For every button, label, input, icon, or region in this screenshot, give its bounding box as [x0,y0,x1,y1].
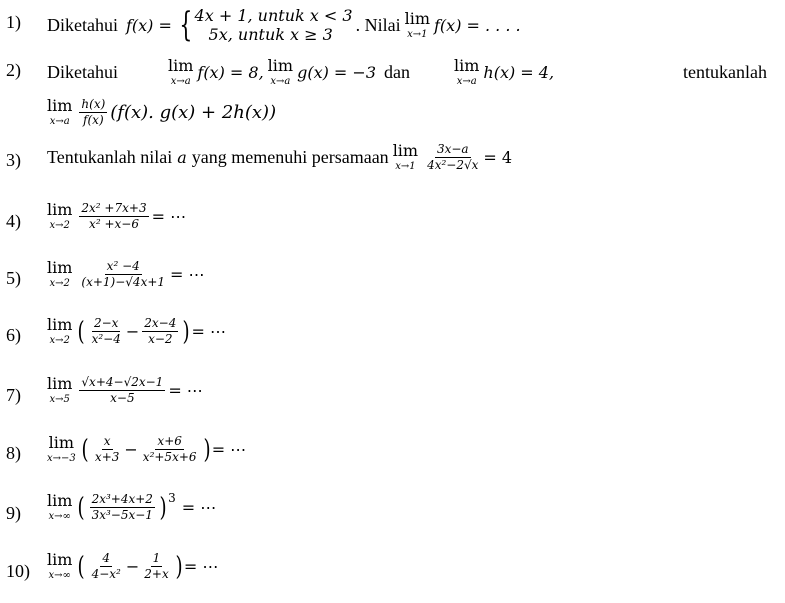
problem-5-tail: = ⋯ [170,265,205,285]
minus-sign: − [125,557,140,577]
problem-7 [47,376,203,405]
problem-8-number: 8) [6,443,21,463]
problem-3-number: 3) [6,150,21,170]
limit-operator: lim x→a [454,56,480,87]
problem-1-intro: Diketahui [47,14,118,35]
right-paren: ) [182,316,190,347]
limit-operator: lim x→∞ [47,491,73,523]
problem-9-number: 9) [6,503,21,523]
limit-operator: lim x→a [167,56,194,87]
problem-6-number: 6) [6,325,21,345]
fraction-1: $\frac{x}{x+3}$ [94,434,120,465]
problem-2-expression [47,98,276,127]
limit-g: g(x) = −3 [297,63,376,82]
problem-6 [47,317,226,346]
problem-2-intro: Diketahui [47,62,118,82]
fraction: $\frac{\text{2x² +7x+3}}{\text{x² +x−6}}$ [81,201,147,232]
problem-7-tail: = ⋯ [168,381,203,401]
left-paren: ( [77,492,86,523]
problem-1-tail: f(x) = . . . . [434,15,521,35]
problem-9-tail: = ⋯ [181,498,217,518]
problem-9 [47,493,216,522]
and-word: dan [384,62,410,82]
variable-a: a [177,148,187,168]
fraction: $\frac{3x-a}{\text{4x²−2√x}}$ [427,142,479,173]
problem-2-number: 2) [6,60,21,80]
problem-8-tail: = ⋯ [211,440,247,460]
problem-3-text: Tentukanlah nilai [47,147,173,168]
brace-icon: { [179,5,193,46]
problem-10-number: 10) [6,561,30,581]
fraction-1: $\frac{4}{\text{4−x²}}$ [91,551,121,582]
limit-operator: lim x→−3 [47,433,76,465]
problem-1-function: f(x) = [125,15,172,35]
problem-8 [47,435,246,464]
fraction-2: $\frac{2x-4}{x-2}$ [144,316,177,347]
limit-operator: lim x→5 [47,374,73,406]
left-paren: ( [77,316,86,347]
limit-operator: lim x→1 [404,8,430,40]
limit-operator: lim x→a [47,96,73,128]
left-paren: ( [81,434,89,465]
problem-2 [47,58,767,87]
problem-4-tail: = ⋯ [151,207,187,227]
piecewise-definition [175,6,353,44]
case-1: 4x + 1, untuk x < 3 [194,6,353,25]
fraction: $\frac{\text{x² −4}}{(x+1)-√4x+1}$ [81,259,166,290]
limit-f: f(x) = 8, [197,63,264,82]
fraction: $\frac{√x+4-√2x-1}{x-5}$ [81,375,164,406]
problem-5 [47,260,205,289]
problem-3-text2: yang memenuhi persamaan [191,147,389,168]
problem-3-tail: = 4 [483,148,513,168]
fraction-1: $\frac{2-x}{\text{x²−4}}$ [91,316,121,347]
problem-4 [47,202,186,231]
problem-10 [47,552,218,581]
right-paren: ) [203,434,211,465]
limit-operator: lim x→1 [392,141,419,173]
fraction: $\frac{\text{2x³+4x+2}}{\text{3x³−5x−1}}$ [91,492,153,523]
problem-1-mid: . Nilai [355,14,401,35]
minus-sign: − [124,440,138,460]
problem-2-end: tentukanlah [683,62,767,82]
limit-operator: lim x→2 [47,258,73,290]
right-paren: ) [175,551,183,582]
fraction-2: $\frac{1}{2+x}$ [144,551,169,582]
limit-operator: lim x→∞ [47,550,73,582]
fraction: $\frac{h(x)}{f(x)}$ [81,97,106,128]
problem-6-tail: = ⋯ [191,322,226,342]
problem-5-number: 5) [6,268,21,288]
problem-1 [47,6,521,44]
minus-sign: − [125,322,140,342]
right-paren: ) [159,492,167,523]
left-paren: ( [77,551,86,582]
fraction-2: $\frac{x+6}{\text{x²+5x+6}}$ [142,434,197,465]
problem-3 [47,143,512,172]
problem-2-tail: (f(x). g(x) + 2h(x)) [110,102,277,124]
problem-10-tail: = ⋯ [183,557,219,577]
exponent: 3 [168,491,176,505]
problem-1-number: 1) [6,12,21,32]
problem-7-number: 7) [6,385,21,405]
limit-h: h(x) = 4, [483,63,555,82]
limit-operator: lim x→2 [47,315,73,347]
limit-operator: lim x→2 [47,200,73,232]
case-2: 5x, untuk x ≥ 3 [208,25,333,45]
limit-operator: lim x→a [267,56,294,87]
problem-4-number: 4) [6,211,21,231]
